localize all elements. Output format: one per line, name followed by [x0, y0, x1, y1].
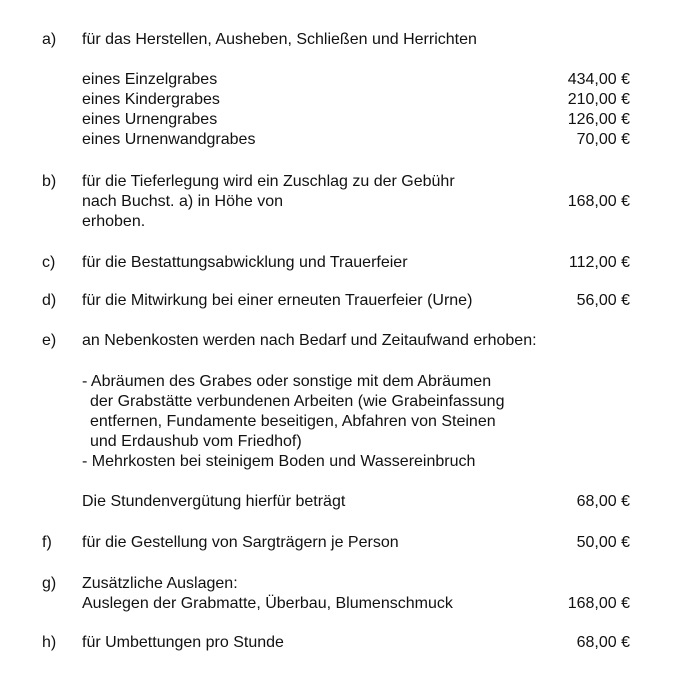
- section-e-letter: e): [42, 332, 57, 349]
- section-h-amount: 68,00 €: [576, 634, 630, 651]
- section-e-bullet-line: - Abräumen des Grabes oder sonstige mit dem Abräumen: [82, 373, 492, 390]
- fee-item-amount: 70,00 €: [576, 131, 630, 148]
- fee-item-label: eines Einzelgrabes: [82, 71, 218, 88]
- section-d-letter: d): [42, 292, 57, 309]
- section-g-amount: 168,00 €: [567, 595, 630, 612]
- section-e-rate-label: Die Stundenvergütung hierfür beträgt: [82, 493, 346, 510]
- section-c-amount: 112,00 €: [568, 254, 630, 271]
- section-e-bullet-line: der Grabstätte verbundenen Arbeiten (wie Grabeinfassung: [90, 393, 505, 410]
- section-a-heading: für das Herstellen, Ausheben, Schließen und Herrichten: [82, 31, 477, 48]
- fee-item-label: eines Urnengrabes: [82, 111, 218, 128]
- section-b-text-line: erhoben.: [82, 213, 146, 230]
- fee-item-amount: 210,00 €: [567, 91, 630, 108]
- fee-item-amount: 434,00 €: [567, 71, 630, 88]
- section-b-letter: b): [42, 173, 57, 190]
- section-e-rate-amount: 68,00 €: [576, 493, 630, 510]
- section-e-bullet-line: und Erdaushub vom Friedhof): [90, 433, 302, 450]
- section-h-letter: h): [42, 634, 57, 651]
- fee-item-label: eines Urnenwandgrabes: [82, 131, 256, 148]
- section-a-letter: a): [42, 31, 57, 48]
- fee-item-label: eines Kindergrabes: [82, 91, 220, 108]
- section-c-letter: c): [42, 254, 56, 271]
- section-b-amount: 168,00 €: [567, 193, 630, 210]
- section-e-bullet-line: entfernen, Fundamente beseitigen, Abfahren von Steinen: [90, 413, 496, 430]
- section-f-letter: f): [42, 534, 52, 551]
- section-b-text-line: nach Buchst. a) in Höhe von: [82, 193, 284, 210]
- section-h-text: für Umbettungen pro Stunde: [82, 634, 284, 651]
- section-g-heading: Zusätzliche Auslagen:: [82, 575, 238, 592]
- section-d-text: für die Mitwirkung bei einer erneuten Trauerfeier (Urne): [82, 292, 473, 309]
- section-g-letter: g): [42, 575, 57, 592]
- section-g-text: Auslegen der Grabmatte, Überbau, Blumenschmuck: [82, 595, 453, 612]
- section-f-text: für die Gestellung von Sargträgern je Person: [82, 534, 399, 551]
- section-e-bullet-2: - Mehrkosten bei steinigem Boden und Wassereinbruch: [82, 453, 476, 470]
- section-d-amount: 56,00 €: [576, 292, 630, 309]
- fee-item-amount: 126,00 €: [567, 111, 630, 128]
- section-b-text-line: für die Tieferlegung wird ein Zuschlag zu der Gebühr: [82, 173, 455, 190]
- section-c-text: für die Bestattungsabwicklung und Trauerfeier: [82, 254, 408, 271]
- section-e-heading: an Nebenkosten werden nach Bedarf und Zeitaufwand erhoben:: [82, 332, 537, 349]
- section-f-amount: 50,00 €: [576, 534, 630, 551]
